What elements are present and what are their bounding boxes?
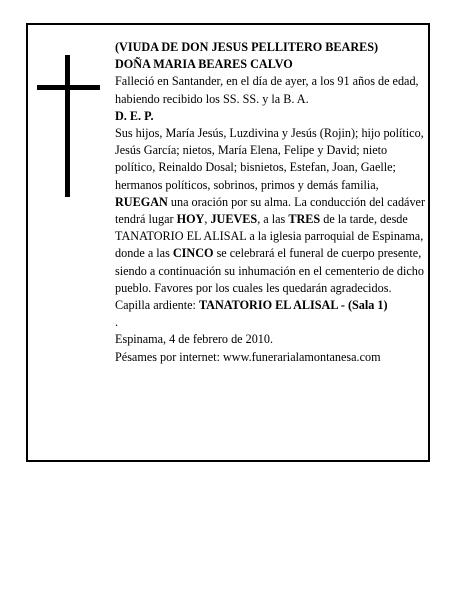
rip-line: D. E. P. [115, 108, 154, 123]
funeral-text-4: de la tarde, desde TANATORIO EL ALISAL a la iglesia parroquial de Espinama, donde a las [115, 212, 424, 261]
cross-vertical-bar [65, 55, 70, 197]
death-announcement: Falleció en Santander, en el día de ayer, a los 91 años de edad, habiendo recibido los SS. SS. y la B. A. [115, 74, 419, 106]
obituary-text [115, 39, 427, 366]
widow-line: (VIUDA DE DON JESUS PELLITERO BEARES) [115, 40, 379, 54]
family-list: Sus hijos, María Jesús, Luzdivina y Jesús (Rojin); hijo político, Jesús García; nietos, María Elena, Felipe y David; nieto político, Reinaldo Dosal; bisnietos, Estefan, Joan, Gaelle; hermanos políticos, sobrinos, primos y demás familia, [115, 126, 424, 192]
chapel-line [115, 297, 427, 314]
tres-word: TRES [288, 212, 321, 227]
hoy-word: HOY [176, 212, 205, 227]
cross-horizontal-bar [37, 85, 100, 90]
chapel-period: . [115, 315, 119, 330]
cinco-word: CINCO [172, 246, 214, 261]
place-date: Espinama, 4 de febrero de 2010. [115, 332, 274, 347]
funeral-text-2: , [204, 212, 211, 227]
chapel-name: TANATORIO EL ALISAL - (Sala 1) [198, 298, 388, 313]
obituary-notice [26, 23, 430, 462]
funeral-text-1: una oración por su alma. La conducción del cadáver tendrá lugar [115, 194, 426, 227]
deceased-name: DOÑA MARIA BEARES CALVO [115, 57, 293, 72]
funeral-details [115, 194, 427, 297]
funeral-text-5: se celebrará el funeral de cuerpo presente, siendo a continuación su inhumación en el cementerio de dicho pueblo. Favores por los cuales les quedarán agradecidos. [115, 246, 424, 295]
ruegan-word: RUEGAN [115, 194, 168, 209]
funeral-text-3: , a las [257, 212, 289, 227]
jueves-word: JUEVES [210, 212, 258, 227]
condolences-line: Pésames por internet: www.funerarialamontanesa.com [115, 349, 381, 364]
chapel-label: Capilla ardiente: [115, 298, 199, 313]
cross-icon [37, 55, 100, 197]
